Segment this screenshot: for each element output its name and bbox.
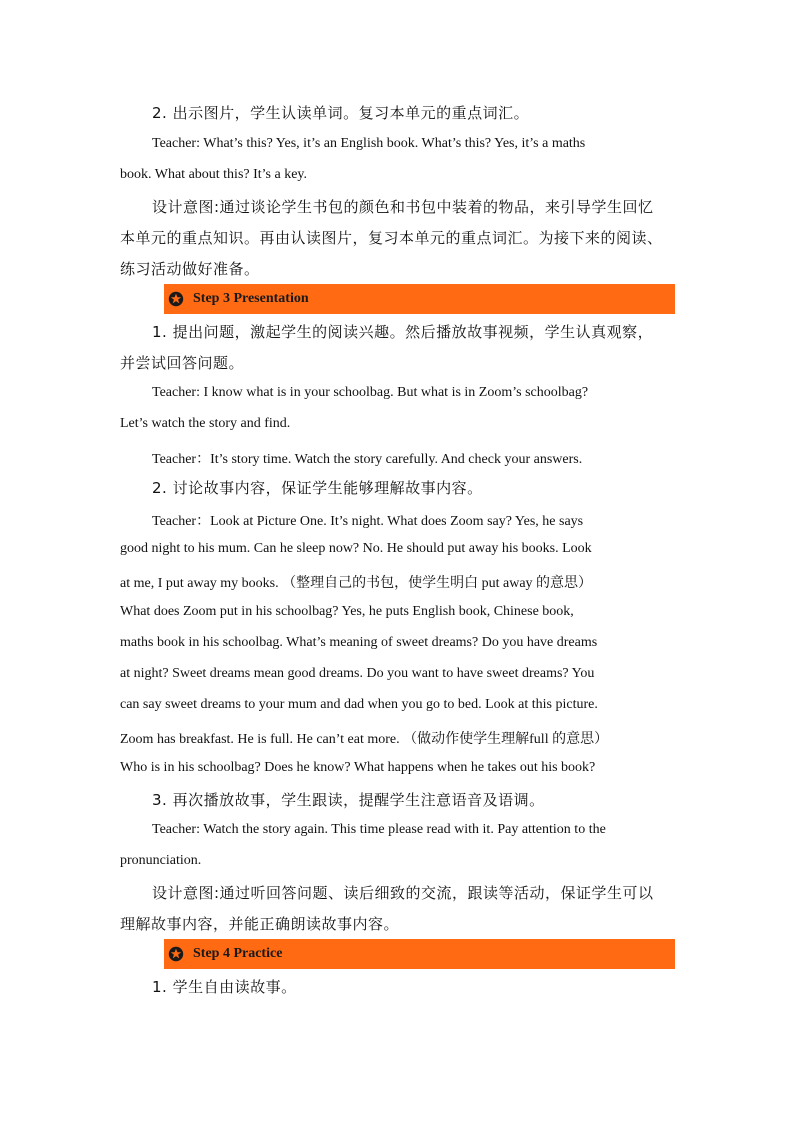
paragraph-line: 2. 出示图片，学生认读单词。复习本单元的重点词汇。 [152, 104, 530, 122]
paragraph-line: book. What about this? It’s a key. [120, 167, 308, 182]
paragraph-line: good night to his mum. Can he sleep now? No. He should put away his books. Look [120, 541, 592, 556]
paragraph-line: can say sweet dreams to your mum and dad when you go to bed. Look at this picture. [120, 697, 598, 712]
paragraph-line: at night? Sweet dreams mean good dreams. Do you want to have sweet dreams? You [120, 666, 595, 681]
star-circle-icon [168, 291, 184, 307]
paragraph-line: maths book in his schoolbag. What’s meaning of sweet dreams? Do you have dreams [120, 635, 598, 650]
paragraph-line: 1. 提出问题，激起学生的阅读兴趣。然后播放故事视频，学生认真观察， [152, 323, 654, 341]
paragraph-line: at me, I put away my books. （整理自己的书包，使学生明白 put away 的意思） [120, 576, 593, 591]
design-intent-line: 设计意图:通过谈论学生书包的颜色和书包中装着的物品，来引导学生回忆 [152, 198, 654, 216]
design-intent-line: 练习活动做好准备。 [120, 260, 260, 278]
paragraph-line: Teacher：Look at Picture One. It’s night. What does Zoom say? Yes, he says [152, 514, 584, 529]
design-intent-line: 理解故事内容，并能正确朗读故事内容。 [120, 915, 400, 933]
paragraph-line: Teacher：It’s story time. Watch the story carefully. And check your answers. [152, 452, 583, 467]
paragraph-line: Who is in his schoolbag? Does he know? What happens when he takes out his book? [120, 760, 596, 775]
design-intent-line: 设计意图:通过听回答问题、读后细致的交流，跟读等活动，保证学生可以 [152, 884, 654, 902]
paragraph-line: Teacher: Watch the story again. This time please read with it. Pay attention to the [152, 822, 606, 837]
paragraph-line: Teacher: I know what is in your schoolbag. But what is in Zoom’s schoolbag? [152, 385, 589, 400]
step-3-header [164, 284, 675, 314]
step-4-header [164, 939, 675, 969]
paragraph-line: pronunciation. [120, 853, 202, 868]
paragraph-line: 并尝试回答问题。 [120, 354, 245, 372]
star-circle-icon [168, 946, 184, 962]
paragraph-line: Teacher: What’s this? Yes, it’s an English book. What’s this? Yes, it’s a maths [152, 136, 586, 151]
step-title: Step 4 Practice [193, 946, 283, 961]
paragraph-line: Zoom has breakfast. He is full. He can’t eat more. （做动作使学生理解full 的意思） [120, 732, 609, 747]
step-title: Step 3 Presentation [193, 291, 309, 306]
paragraph-line: 3. 再次播放故事，学生跟读，提醒学生注意语音及语调。 [152, 791, 545, 809]
paragraph-line: Let’s watch the story and find. [120, 416, 291, 431]
paragraph-line: 2. 讨论故事内容，保证学生能够理解故事内容。 [152, 479, 483, 497]
paragraph-line: 1. 学生自由读故事。 [152, 978, 297, 996]
paragraph-line: What does Zoom put in his schoolbag? Yes, he puts English book, Chinese book, [120, 604, 574, 619]
design-intent-line: 本单元的重点知识。再由认读图片，复习本单元的重点词汇。为接下来的阅读、 [120, 229, 663, 247]
